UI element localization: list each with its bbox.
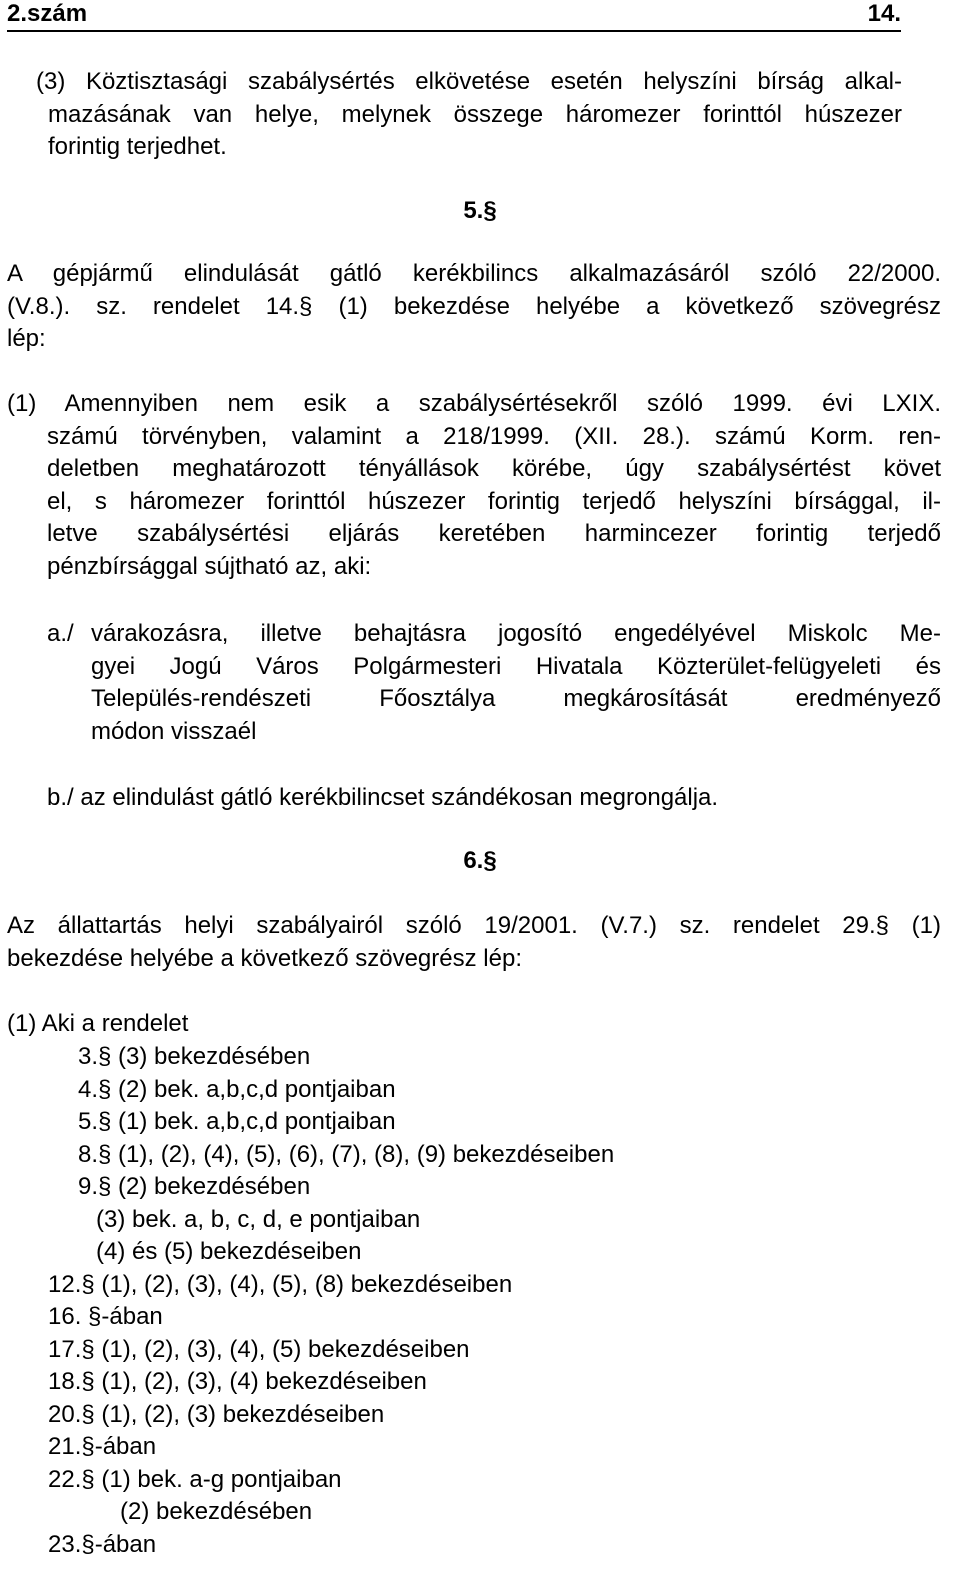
text-line: módon visszaél [91, 717, 257, 745]
section-6-heading: 6.§ [463, 847, 497, 874]
text-line: mazásának van helye, melynek összege háromezer forinttól húszezer [48, 100, 902, 128]
list-item: 23.§-ában [48, 1530, 157, 1558]
text-line: (1) Aki a rendelet [7, 1010, 189, 1037]
text-line: (3) Köztisztasági szabálysértés elkövetése esetén helyszíni bírság alkal- [36, 68, 902, 95]
text-line: Az állattartás helyi szabályairól szóló 19/2001. (V.7.) sz. rendelet 29.§ (1) [7, 912, 941, 939]
text-line: el, s háromezer forinttól húszezer forintig terjedő helyszíni bírsággal, il- [47, 487, 941, 515]
list-item: 9.§ (2) bekezdésében [78, 1173, 311, 1200]
list-item: 17.§ (1), (2), (3), (4), (5) bekezdéseiben [48, 1335, 470, 1363]
text-line: letve szabálysértési eljárás keretében harmincezer forintig terjedő [47, 520, 941, 547]
text-line: deletben meghatározott tényállások körébe, úgy szabálysértést követ [47, 455, 941, 482]
list-item: (4) és (5) bekezdéseiben [96, 1238, 362, 1265]
section-6-paragraph-1 [7, 1008, 941, 1041]
paragraph-3 [36, 66, 902, 164]
text-line: b./ az elindulást gátló kerékbilincset szándékosan megrongálja. [47, 784, 719, 811]
text-line: számú törvényben, valamint a 218/1999. (XII. 28.). számú Korm. ren- [47, 422, 941, 450]
text-line: A gépjármű elindulását gátló kerékbilincs alkalmazásáról szóló 22/2000. [7, 260, 941, 287]
page-header [7, 0, 901, 32]
text-line: várakozásra, illetve behajtásra jogosító engedélyével Miskolc Me- [91, 620, 941, 647]
text-line: bekezdése helyébe a következő szövegrész lép: [7, 944, 522, 972]
list-item: (2) bekezdésében [120, 1498, 313, 1525]
list-item: 3.§ (3) bekezdésében [78, 1043, 311, 1070]
item-b [47, 782, 941, 815]
text-line: forintig terjedhet. [48, 133, 227, 160]
section-5-intro [7, 258, 941, 356]
list-item: 18.§ (1), (2), (3), (4) bekezdéseiben [48, 1368, 427, 1395]
section-5-paragraph-1 [7, 388, 941, 583]
list-item: (3) bek. a, b, c, d, e pontjaiban [96, 1205, 421, 1233]
page-number: 14. [867, 0, 901, 27]
item-a-label: a./ [47, 620, 74, 647]
list-item: 22.§ (1) bek. a-g pontjaiban [48, 1465, 342, 1493]
list-item: 21.§-ában [48, 1433, 157, 1460]
text-line: (V.8.). sz. rendelet 14.§ (1) bekezdése helyébe a következő szövegrész [7, 292, 941, 320]
text-line: pénzbírsággal sújtható az, aki: [47, 552, 372, 580]
list-item: 4.§ (2) bek. a,b,c,d pontjaiban [78, 1075, 396, 1103]
section-6-list [0, 1041, 960, 1561]
list-item: 8.§ (1), (2), (4), (5), (6), (7), (8), (9) bekezdéseiben [78, 1140, 615, 1168]
text-line: Település-rendészeti Főosztálya megkárosítását eredményező [91, 685, 941, 712]
item-a [47, 618, 941, 748]
text-line: lép: [7, 325, 46, 352]
text-line: gyei Jogú Város Polgármesteri Hivatala Közterület-felügyeleti és [91, 652, 941, 680]
list-item: 12.§ (1), (2), (3), (4), (5), (8) bekezdéseiben [48, 1270, 513, 1298]
section-6-intro [7, 910, 941, 975]
list-item: 5.§ (1) bek. a,b,c,d pontjaiban [78, 1108, 396, 1135]
text-line: (1) Amennyiben nem esik a szabálysértésekről szóló 1999. évi LXIX. [7, 390, 941, 417]
section-5-heading: 5.§ [463, 197, 497, 224]
issue-number: 2.szám [7, 0, 88, 27]
list-item: 16. §-ában [48, 1303, 163, 1330]
list-item: 20.§ (1), (2), (3) bekezdéseiben [48, 1400, 385, 1428]
